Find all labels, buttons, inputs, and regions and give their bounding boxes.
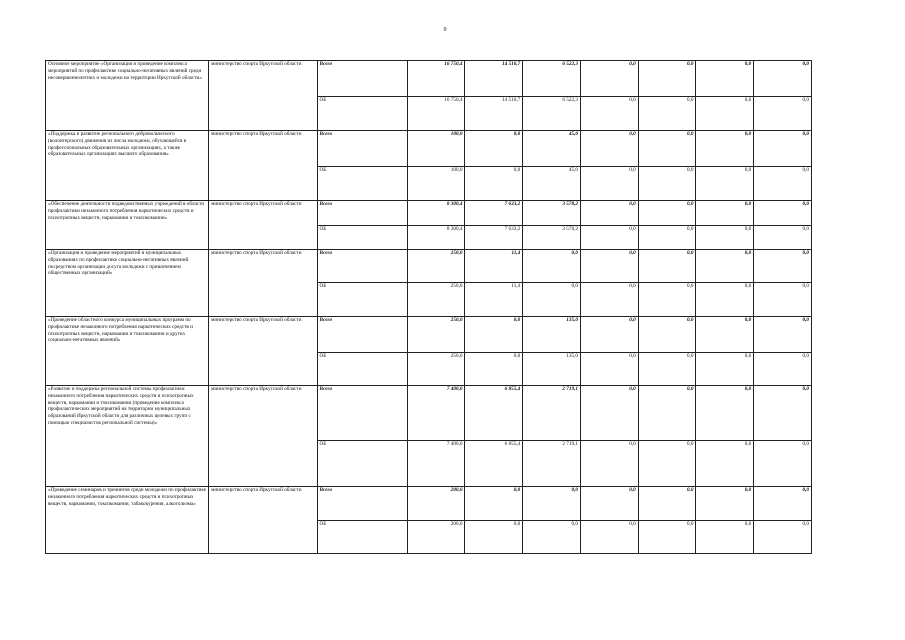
total-value: 0,0 [754, 131, 812, 167]
total-value: 0,0 [696, 131, 754, 167]
total-value: 100,0 [407, 131, 465, 167]
ob-value: 45,0 [523, 167, 581, 201]
table-row [46, 386, 812, 441]
ob-value: 0,0 [580, 167, 638, 201]
ob-value: 0,0 [638, 226, 696, 250]
total-value: 14 510,7 [465, 61, 523, 97]
table-row [46, 317, 812, 353]
total-value: 0,0 [754, 250, 812, 283]
ob-value: 7 400,0 [407, 441, 465, 487]
source-ob-label: ОБ [317, 167, 407, 201]
source-ob-label: ОБ [317, 97, 407, 131]
total-value: 0,0 [696, 386, 754, 441]
total-value: 0,0 [580, 386, 638, 441]
ob-value: 14 510,7 [465, 97, 523, 131]
ob-value: 0,0 [754, 283, 812, 317]
total-value: 3 578,2 [523, 201, 581, 226]
activity-name: «Организация и проведение мероприятий в муниципальных образованиях по профилактике социально-негативных явлений посредством организации досуга молодежи с привлечением общественных организаций» [46, 250, 209, 317]
total-value: 0,0 [638, 250, 696, 283]
total-value: 250,0 [407, 317, 465, 353]
ob-value: 0,0 [638, 283, 696, 317]
ob-value: 0,0 [523, 521, 581, 554]
total-value: 6 855,4 [465, 386, 523, 441]
executor-name: министерство спорта Иркутской области [209, 487, 317, 554]
ob-value: 0,0 [696, 283, 754, 317]
total-value: 0,0 [638, 61, 696, 97]
total-value: 8 300,4 [407, 201, 465, 226]
total-value: 0,0 [580, 317, 638, 353]
executor-name: министерство спорта Иркутской области [209, 386, 317, 487]
total-value: 0,0 [754, 487, 812, 521]
total-value: 45,0 [523, 131, 581, 167]
activity-name: «Проведение областного конкурса муниципальных программ по профилактике незаконного потребления наркотических средств и психотропных веществ, наркомании и токсикомании и других социально-негативных явлений» [46, 317, 209, 386]
total-value: 0,0 [696, 201, 754, 226]
ob-value: 0,0 [465, 167, 523, 201]
total-value: 6 522,3 [523, 61, 581, 97]
ob-value: 0,0 [638, 97, 696, 131]
source-total-label: Всего [317, 201, 407, 226]
ob-value: 0,0 [696, 353, 754, 386]
total-value: 0,0 [754, 386, 812, 441]
total-value: 0,0 [638, 201, 696, 226]
page-number: 9 [443, 27, 447, 33]
total-value: 7 400,0 [407, 386, 465, 441]
total-value: 0,0 [754, 317, 812, 353]
table-row [46, 61, 812, 97]
ob-value: 16 750,4 [407, 97, 465, 131]
ob-value: 0,0 [696, 97, 754, 131]
ob-value: 0,0 [580, 353, 638, 386]
total-value: 0,0 [638, 317, 696, 353]
total-value: 0,0 [465, 131, 523, 167]
source-ob-label: ОБ [317, 226, 407, 250]
ob-value: 0,0 [754, 441, 812, 487]
total-value: 0,0 [696, 317, 754, 353]
ob-value: 2 719,1 [523, 441, 581, 487]
ob-value: 0,0 [580, 97, 638, 131]
ob-value: 0,0 [580, 521, 638, 554]
executor-name: министерство спорта Иркутской области [209, 201, 317, 250]
budget-table [45, 60, 812, 554]
total-value: 200,0 [407, 487, 465, 521]
ob-value: 0,0 [638, 441, 696, 487]
total-value: 0,0 [696, 61, 754, 97]
total-value: 2 719,1 [523, 386, 581, 441]
ob-value: 0,0 [754, 97, 812, 131]
total-value: 0,0 [523, 250, 581, 283]
source-total-label: Всего [317, 61, 407, 97]
ob-value: 11,4 [465, 283, 523, 317]
ob-value: 0,0 [754, 226, 812, 250]
total-value: 0,0 [638, 131, 696, 167]
total-value: 250,0 [407, 250, 465, 283]
ob-value: 8 300,4 [407, 226, 465, 250]
ob-value: 0,0 [465, 353, 523, 386]
ob-value: 0,0 [754, 167, 812, 201]
ob-value: 0,0 [638, 521, 696, 554]
source-total-label: Всего [317, 487, 407, 521]
table-row [46, 131, 812, 167]
ob-value: 0,0 [580, 441, 638, 487]
ob-value: 0,0 [696, 167, 754, 201]
ob-value: 0,0 [754, 521, 812, 554]
ob-value: 100,0 [407, 167, 465, 201]
total-value: 0,0 [580, 61, 638, 97]
total-value: 0,0 [638, 386, 696, 441]
activity-name: «Обеспечение деятельности подведомственных учреждений в области профилактики незаконного потребления наркотических средств и психотропных веществ, наркомании и токсикомании» [46, 201, 209, 250]
total-value: 0,0 [465, 317, 523, 353]
ob-value: 7 633,2 [465, 226, 523, 250]
source-ob-label: ОБ [317, 353, 407, 386]
ob-value: 0,0 [754, 353, 812, 386]
total-value: 0,0 [580, 487, 638, 521]
executor-name: министерство спорта Иркутской области [209, 61, 317, 131]
ob-value: 135,0 [523, 353, 581, 386]
total-value: 0,0 [580, 250, 638, 283]
ob-value: 0,0 [465, 521, 523, 554]
total-value: 0,0 [465, 487, 523, 521]
table-row [46, 201, 812, 226]
ob-value: 0,0 [696, 226, 754, 250]
source-ob-label: ОБ [317, 283, 407, 317]
source-total-label: Всего [317, 131, 407, 167]
total-value: 0,0 [638, 487, 696, 521]
executor-name: министерство спорта Иркутской области [209, 317, 317, 386]
ob-value: 0,0 [580, 283, 638, 317]
source-ob-label: ОБ [317, 441, 407, 487]
activity-name: «Проведение семинаров и тренингов среди молодежи по профилактике незаконного потребления наркотических средств и психотропных веществ, наркомании, токсикомании, табакокурения, алкоголизма» [46, 487, 209, 554]
ob-value: 3 578,2 [523, 226, 581, 250]
total-value: 11,4 [465, 250, 523, 283]
ob-value: 0,0 [580, 226, 638, 250]
total-value: 0,0 [754, 61, 812, 97]
total-value: 0,0 [754, 201, 812, 226]
ob-value: 200,0 [407, 521, 465, 554]
table-row [46, 487, 812, 521]
source-total-label: Всего [317, 386, 407, 441]
activity-name: Основное мероприятие «Организация и проведение комплекса мероприятий по профилактике социально-негативных явлений среди несовершеннолетних и молодежи на территории Иркутской области» [46, 61, 209, 131]
table-row [46, 250, 812, 283]
ob-value: 0,0 [638, 167, 696, 201]
activity-name: «Развитие и поддержка региональной системы профилактики незаконного потребления наркотических средств и психотропных веществ, наркомании и токсикомании (проведение комплекса профилактических мероприятий на территории муниципальных образований Иркутской области для различных целевых групп с помощью специалистов региональной системы)» [46, 386, 209, 487]
executor-name: министерство спорта Иркутской области [209, 131, 317, 201]
ob-value: 250,0 [407, 353, 465, 386]
source-total-label: Всего [317, 317, 407, 353]
total-value: 0,0 [523, 487, 581, 521]
total-value: 0,0 [580, 131, 638, 167]
total-value: 16 750,4 [407, 61, 465, 97]
total-value: 7 633,2 [465, 201, 523, 226]
source-ob-label: ОБ [317, 521, 407, 554]
activity-name: «Поддержка и развитие регионального добровольческого (волонтерского) движения из числа молодежи, обучающейся в профессиональных образовательных организациях, а также образовательных организациях высшего образования» [46, 131, 209, 201]
ob-value: 0,0 [638, 353, 696, 386]
ob-value: 0,0 [696, 521, 754, 554]
ob-value: 6 855,4 [465, 441, 523, 487]
source-total-label: Всего [317, 250, 407, 283]
total-value: 0,0 [696, 487, 754, 521]
executor-name: министерство спорта Иркутской области [209, 250, 317, 317]
ob-value: 0,0 [696, 441, 754, 487]
ob-value: 250,0 [407, 283, 465, 317]
ob-value: 6 522,3 [523, 97, 581, 131]
total-value: 135,0 [523, 317, 581, 353]
total-value: 0,0 [580, 201, 638, 226]
ob-value: 0,0 [523, 283, 581, 317]
total-value: 0,0 [696, 250, 754, 283]
